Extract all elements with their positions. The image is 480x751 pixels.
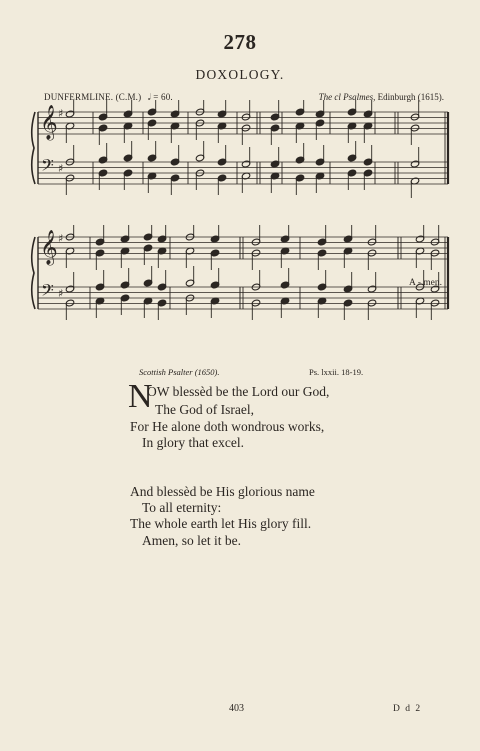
key-sharp-icon: ♯ bbox=[58, 232, 64, 245]
verse-2-line-4: Amen, so let it be. bbox=[142, 533, 241, 548]
verse-2-line-1: And blessèd be His glorious name bbox=[130, 484, 315, 499]
system-brace bbox=[32, 237, 35, 309]
verse-2-line-2: To all eternity: bbox=[142, 500, 222, 515]
hymn-number: 278 bbox=[223, 30, 257, 54]
words-source: Scottish Psalter (1650). bbox=[139, 367, 220, 377]
verse-1-line-3: For He alone doth wondrous works, bbox=[130, 419, 325, 434]
bass-clef-icon: 𝄢 bbox=[41, 280, 54, 304]
tune-source-place: Edinburgh (1615). bbox=[375, 92, 444, 102]
scripture-reference: Ps. lxxii. 18-19. bbox=[309, 367, 364, 377]
verse-1-line-4: In glory that excel. bbox=[142, 435, 244, 450]
drop-cap: N bbox=[128, 378, 153, 415]
key-sharp-icon: ♯ bbox=[58, 287, 64, 300]
page-number: 403 bbox=[229, 703, 244, 714]
hymn-title: DOXOLOGY. bbox=[195, 67, 285, 82]
tempo-marking: 𝅗𝅥 = 60. bbox=[147, 92, 173, 102]
music-system-1 bbox=[0, 100, 480, 220]
key-sharp-icon: ♯ bbox=[58, 107, 64, 120]
verse-2-line-3: The whole earth let His glory fill. bbox=[130, 516, 312, 531]
bass-clef-icon: 𝄢 bbox=[41, 155, 54, 179]
treble-clef-icon: 𝄞 bbox=[40, 230, 58, 265]
verse-1-line-1: OW blessèd be the Lord our God, bbox=[147, 384, 330, 399]
tune-name: DUNFERMLINE. bbox=[44, 92, 114, 102]
amen-label: A - men. bbox=[409, 278, 442, 288]
music-system-2 bbox=[0, 225, 480, 345]
key-sharp-icon: ♯ bbox=[58, 162, 64, 175]
tune-source-title: The cl Psalmes, bbox=[318, 92, 376, 102]
system-brace bbox=[32, 112, 35, 184]
treble-clef-icon: 𝄞 bbox=[40, 105, 58, 140]
meter: (C.M.) bbox=[115, 92, 142, 102]
printer-signature: D d 2 bbox=[393, 704, 422, 714]
verse-1-line-2: The God of Israel, bbox=[155, 402, 254, 417]
